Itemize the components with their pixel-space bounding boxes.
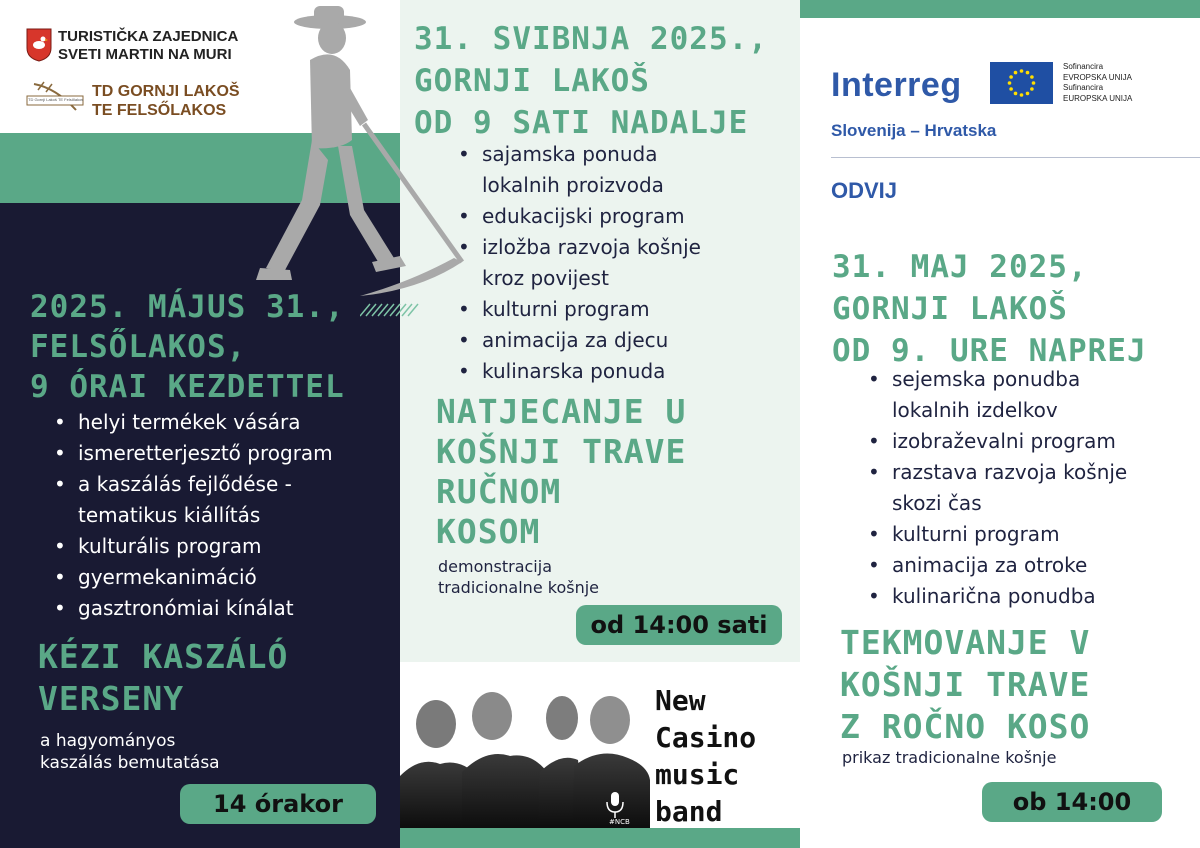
middle-contest-line4: KOSOM (436, 512, 541, 551)
badge-left-text: TD Gornji Lakoš (28, 97, 57, 102)
right-contest-title (840, 622, 1090, 748)
middle-bottom-green-strip (400, 828, 800, 848)
cofund-line4: EUROPSKA UNIJA (1063, 93, 1133, 103)
td-logo-line1: TD GORNJI LAKOŠ (92, 83, 240, 100)
eu-flag-icon (990, 62, 1053, 104)
tourist-board-line1: TURISTIČKA ZAJEDNICA (58, 28, 239, 45)
list-item: • sajamska ponuda (456, 139, 796, 170)
middle-sub-line2: tradicionalne košnje (438, 578, 599, 597)
td-logo-line2: TE FELSŐLAKOS (92, 102, 227, 119)
cofunding-text (1063, 62, 1132, 104)
middle-contest-title (436, 392, 686, 552)
coat-of-arms-icon (26, 28, 52, 62)
right-contest-line1: TEKMOVANJE V (840, 623, 1091, 662)
band-name-line4: band (655, 795, 723, 828)
list-item: • izložba razvoja košnje (456, 232, 796, 263)
right-heading-line2: GORNJI LAKOŠ (832, 291, 1068, 327)
list-item: • helyi termékek vására (52, 407, 392, 438)
middle-contest-subtitle (438, 556, 599, 598)
left-heading-line1: 2025. MÁJUS 31., (30, 289, 345, 325)
list-item: • ismeretterjesztő program (52, 438, 392, 469)
band-name (655, 682, 756, 830)
list-item: • gyermekanimáció (52, 562, 392, 593)
left-heading-line3: 9 ÓRAI KEZDETTEL (30, 369, 345, 405)
band-name-line1: New (655, 684, 706, 717)
list-item-continuation: lokalnih proizvoda (482, 173, 664, 197)
badge-right-text: TE Felsőlakos (57, 97, 84, 102)
list-item: • razstava razvoja košnje (866, 457, 1196, 488)
right-heading-line1: 31. MAJ 2025, (832, 249, 1088, 285)
program-name: Slovenija – Hrvatska (831, 121, 997, 140)
list-item: • izobraževalni program (866, 426, 1196, 457)
list-item: • kulturális program (52, 531, 392, 562)
right-top-green-strip (800, 0, 1200, 18)
right-heading-line3: OD 9. URE NAPREJ (832, 333, 1147, 369)
middle-contest-line2: KOŠNJI TRAVE (436, 432, 687, 471)
tourist-board-logo (58, 28, 238, 64)
list-item: • a kaszálás fejlődése - (52, 469, 392, 500)
middle-heading-line1: 31. SVIBNJA 2025., (414, 21, 768, 57)
td-logo-text (92, 82, 240, 120)
list-item: • kulturni program (456, 294, 796, 325)
scythe-logo-badge (28, 97, 83, 102)
band-name-line2: Casino (655, 721, 757, 754)
left-time-badge: 14 órakor (180, 784, 376, 824)
middle-heading-line3: OD 9 SATI NADALJE (414, 105, 749, 141)
list-item: • kulturni program (866, 519, 1196, 550)
left-contest-line1: KÉZI KASZÁLÓ (38, 637, 289, 676)
right-contest-subtitle: prikaz tradicionalne košnje (842, 748, 1057, 767)
band-name-line3: music (655, 758, 740, 791)
left-sub-line1: a hagyományos (40, 731, 176, 751)
list-item-continuation: lokalnih izdelkov (892, 398, 1058, 422)
right-program-list (866, 364, 1196, 612)
middle-contest-line3: RUČNOM (436, 472, 562, 511)
right-contest-line2: KOŠNJI TRAVE (840, 665, 1091, 704)
left-program-list (52, 407, 392, 624)
list-item: • gasztronómiai kínálat (52, 593, 392, 624)
grass-hatch-decoration (360, 298, 440, 318)
list-item: • animacija za djecu (456, 325, 796, 356)
band-tag: #NCB (609, 818, 630, 826)
list-item: • kulinarična ponudba (866, 581, 1196, 612)
list-item-continuation: kroz povijest (482, 266, 609, 290)
list-item: • sejemska ponudba (866, 364, 1196, 395)
interreg-logo: Interreg (831, 66, 962, 104)
middle-time-badge: od 14:00 sati (576, 605, 782, 645)
cofund-line3: Sufinancira (1063, 83, 1104, 92)
list-item: • edukacijski program (456, 201, 796, 232)
left-sub-line2: kaszálás bemutatása (40, 753, 220, 773)
header-divider (831, 157, 1200, 158)
left-contest-title (38, 636, 288, 720)
right-time-badge: ob 14:00 (982, 782, 1162, 822)
list-item: • animacija za otroke (866, 550, 1196, 581)
right-contest-line3: Z ROČNO KOSO (840, 707, 1091, 746)
middle-event-heading (414, 18, 768, 144)
right-event-heading (832, 246, 1147, 372)
cofund-line1: Sofinancira (1063, 62, 1104, 71)
cofund-line2: EVROPSKA UNIJA (1063, 72, 1132, 82)
middle-heading-line2: GORNJI LAKOŠ (414, 63, 650, 99)
list-item-continuation: skozi čas (892, 491, 982, 515)
list-item: • kulinarska ponuda (456, 356, 796, 387)
left-event-heading (30, 287, 345, 407)
left-contest-line2: VERSENY (38, 679, 185, 718)
middle-sub-line1: demonstracija (438, 557, 552, 576)
project-name: ODVIJ (831, 178, 898, 203)
left-heading-line2: FELSŐLAKOS, (30, 329, 247, 365)
left-contest-subtitle (40, 730, 220, 774)
list-item-continuation: tematikus kiállítás (78, 503, 261, 527)
tourist-board-line2: SVETI MARTIN NA MURI (58, 46, 232, 63)
middle-contest-line1: NATJECANJE U (436, 392, 687, 431)
middle-program-list (456, 139, 796, 387)
